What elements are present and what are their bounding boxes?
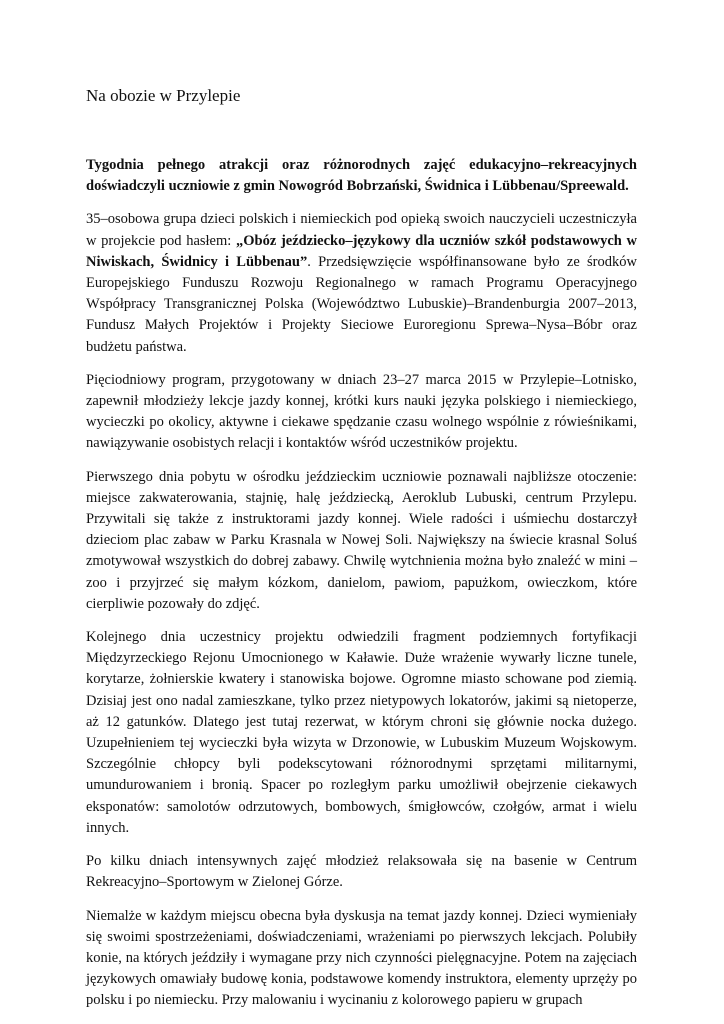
project-name: „Obóz jeździecko–językowy dla uczniów szkół podstawowych w Niwiskach, Świdnicy i Lübbenau” bbox=[86, 232, 638, 270]
paragraph-program: Pięciodniowy program, przygotowany w dniach 23–27 marca 2015 w Przylepie–Lotnisko, zapewnił młodzieży lekcje jazdy konnej, krótki kurs nauki języka polskiego i niemieckiego, wycieczki po okolicy, aktywne i ciekawe spędzanie czasu wolnego wspólnie z rówieśnikami, nawiązywanie osobistych relacji i kontaktów wśród uczestników projektu. bbox=[86, 371, 637, 452]
article-body bbox=[86, 155, 637, 1024]
paragraph-discussion: Niemalże w każdym miejscu obecna była dyskusja na temat jazdy konnej. Dzieci wymieniały się swoimi spostrzeżeniami, doświadczeniami, wrażeniami po pierwszych lekcjach. Polubiły konie, na których jeździły i wymagane przy nich czynności pielęgnacyjne. Potem na zajęciach językowych omawiały budowę konia, podstawowe komendy instruktora, elementy uprzęży po polsku i po niemiecku. Przy malowaniu i wycinaniu z kolorowego papieru w grupach bbox=[86, 907, 637, 1009]
paragraph-second-day: Kolejnego dnia uczestnicy projektu odwiedzili fragment podziemnych fortyfikacji Międzyrzeckiego Rejonu Umocnionego w Kaławie. Duże wrażenie wywarły liczne tunele, korytarze, żołnierskie kwatery i stanowiska bojowe. Ogromne miasto schowane pod ziemią. Dzisiaj jest ono nadal zamieszkane, tylko przez nietypowych lokatorów, jakimi są nietoperze, aż 12 gatunków. Dlatego jest tutaj rezerwat, w którym chroni się głównie nocka dużego. Uzupełnieniem tej wycieczki była wizyta w Drzonowie, w Lubuskim Muzeum Wojskowym. Szczególnie chłopcy byli podekscytowani różnorodnymi sprzętami militarnymi, umundurowaniem i bronią. Spacer po rozległym parku umożliwił obejrzenie ciekawych eksponatów: samolotów odrzutowych, bombowych, śmigłowców, czołgów, armat i wielu innych. bbox=[86, 629, 637, 836]
paragraph-project-funding: . Przedsięwzięcie współfinansowane było ze środków Europejskiego Funduszu Rozwoju Regionalnego w ramach Programu Operacyjnego Współpracy Transgranicznej Polska (Województwo Lubuskie)–Brandenburgia 2007–2013, Fundusz Małych Projektów i Projekty Sieciowe Euroregionu Sprewa–Nysa–Bóbr oraz budżetu państwa. bbox=[86, 253, 637, 355]
page-title: Na obozie w Przylepie bbox=[86, 86, 241, 105]
paragraph-project-intro: 35–osobowa grupa dzieci polskich i niemieckich pod opieką swoich nauczycieli uczestniczyła w projekcie pod hasłem: bbox=[86, 211, 637, 249]
paragraph-first-day: Pierwszego dnia pobytu w ośrodku jeździeckim uczniowie poznawali najbliższe otoczenie: miejsce zakwaterowania, stajnię, halę jeździecką, Aeroklub Lubuski, centrum Przylepu. Przywitali się także z instruktorami jazdy konnej. Wiele radości i uśmiechu dostarczył dzieciom plac zabaw w Parku Krasnala w Nowej Soli. Największy na świecie krasnal Soluś zmotywował wszystkich do dobrej zabawy. Chwilę wytchnienia można było znaleźć w mini – zoo i przyjrzeć się małym kózkom, danielom, pawiom, papużkom, owieczkom, które cierpliwie pozowały do zdjęć. bbox=[86, 468, 637, 612]
lead-paragraph: Tygodnia pełnego atrakcji oraz różnorodnych zajęć edukacyjno–rekreacyjnych doświadczyli uczniowie z gmin Nowogród Bobrzański, Świdnica i Lübbenau/Spreewald. bbox=[86, 157, 637, 195]
paragraph-pool: Po kilku dniach intensywnych zajęć młodzież relaksowała się na basenie w Centrum Rekreacyjno–Sportowym w Zielonej Górze. bbox=[86, 853, 637, 891]
paragraph-project bbox=[86, 209, 637, 357]
